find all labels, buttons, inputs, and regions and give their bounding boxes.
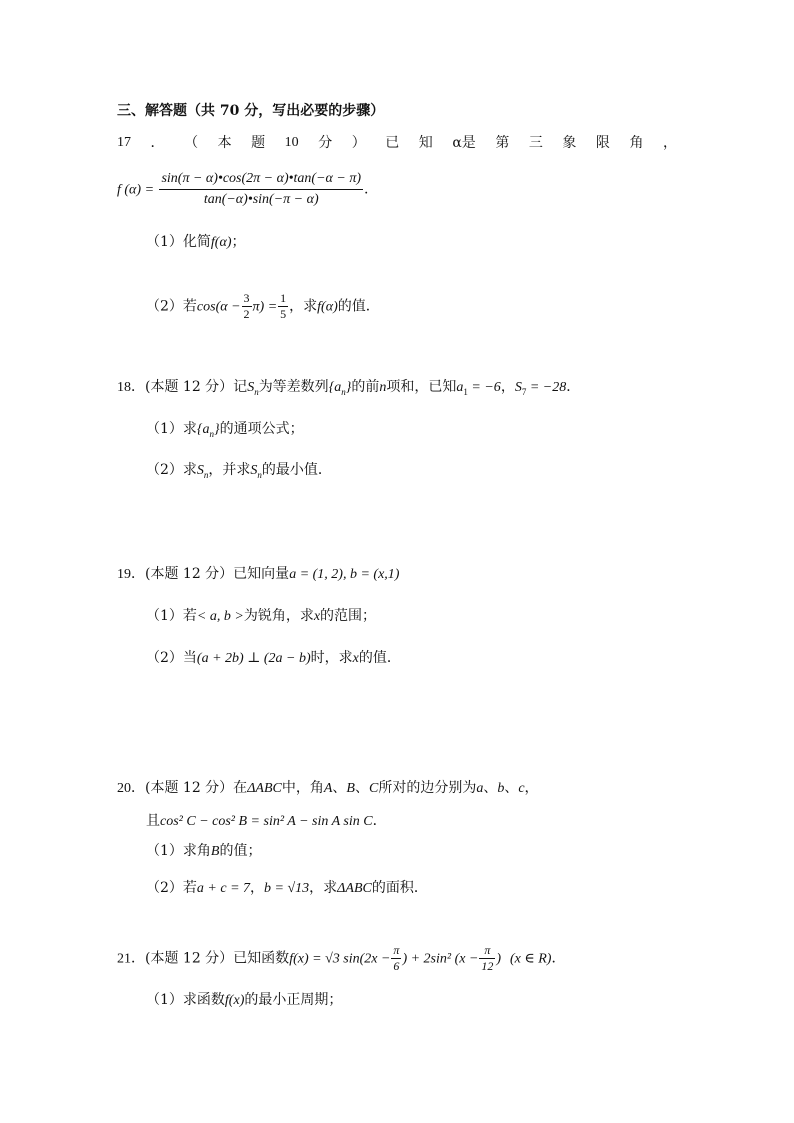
- q21-intro: [117, 944, 565, 973]
- math-sub: n: [341, 386, 346, 397]
- q18-part2: [146, 461, 332, 484]
- math: }: [214, 422, 220, 437]
- q17-intro-char: 分: [318, 135, 333, 151]
- frac-num: 3: [243, 291, 250, 305]
- q17-p2-rhs: [278, 292, 288, 321]
- frac-num: π: [393, 943, 400, 957]
- math-sub: n: [203, 469, 209, 480]
- q17-intro-char: ，: [662, 135, 677, 151]
- frac-den: 12: [481, 959, 494, 973]
- q20-text: 、: [504, 780, 519, 796]
- math: a: [476, 781, 484, 796]
- q20-text: 所对的边分别为: [378, 780, 477, 796]
- math: }: [345, 380, 352, 395]
- q17-lhs: f (α) =: [117, 182, 155, 198]
- math: C: [368, 781, 379, 796]
- q18-text: ．: [566, 379, 581, 395]
- part-label: （1）求角: [146, 843, 211, 859]
- q17-formula: [117, 170, 368, 209]
- part-label: （1）求函数: [146, 992, 225, 1008]
- q19-number: 19．: [117, 567, 145, 582]
- math: f(x) = √3 sin(2x −: [289, 951, 391, 967]
- q18-text: 项和，已知: [386, 379, 457, 395]
- math: n: [379, 380, 387, 395]
- q17-intro-char: 第: [495, 135, 510, 151]
- math: a: [456, 380, 464, 395]
- math: c: [518, 781, 525, 796]
- q17-intro-char: α是: [452, 135, 476, 151]
- q21-number: 21．: [117, 951, 145, 967]
- q19-text: 的值．: [358, 650, 401, 666]
- part-label: （2）若: [146, 298, 197, 315]
- math-sub: n: [257, 469, 262, 480]
- q20-text: 、: [483, 780, 498, 796]
- q21-head: (本题 12 分）已知函数: [145, 950, 290, 967]
- q17-p2-end: 的值．: [337, 298, 380, 315]
- q21-text: 的最小正周期；: [244, 992, 343, 1008]
- frac-num: 1: [280, 291, 287, 305]
- q17-p2-text: ，求: [289, 298, 318, 315]
- q20-intro: [117, 779, 539, 798]
- q21-text: ．: [551, 950, 566, 967]
- math-sub: 1: [463, 386, 468, 397]
- q17-p2-pi: π) =: [252, 299, 278, 315]
- q21-frac2: [479, 944, 495, 973]
- math: S: [247, 380, 255, 395]
- q20-text: 、: [332, 780, 347, 796]
- q17-denominator: tan(−α)•sin(−π − α): [159, 189, 363, 209]
- q18-part1: [146, 420, 304, 443]
- math: = −28: [526, 380, 567, 395]
- math: ΔABC: [247, 781, 282, 796]
- q21-frac1: [391, 944, 401, 973]
- q20-text: 的值；: [219, 843, 262, 859]
- q18-head: (本题 12 分）记: [145, 379, 248, 395]
- math: B: [346, 781, 355, 796]
- q17-intro-char: （: [184, 135, 199, 151]
- q17-intro-char: 象: [562, 135, 577, 151]
- part-label: （1）若: [146, 608, 197, 624]
- q17-p2-expr: f(α): [317, 299, 338, 315]
- q17-intro-char: 三: [528, 135, 543, 151]
- q21-part1: [146, 991, 342, 1010]
- q17-intro-char: 题: [251, 135, 266, 151]
- math: S: [514, 380, 522, 395]
- q18-number: 18．: [117, 380, 145, 395]
- q17-intro-char: ）: [351, 135, 366, 151]
- math: ): [496, 951, 502, 967]
- q19-part2: [146, 649, 401, 668]
- part-label: （1）化简: [146, 234, 211, 250]
- q20-part2: [146, 879, 428, 898]
- q20-text: ，: [250, 880, 265, 896]
- math: A: [323, 781, 333, 796]
- math: ΔABC: [337, 881, 372, 896]
- q17-number: 17: [117, 135, 131, 150]
- part-label: （2）求: [146, 462, 197, 478]
- q19-text: 的范围；: [320, 608, 377, 624]
- q18-text: 的最小值．: [261, 462, 332, 478]
- frac-den: 5: [280, 307, 287, 321]
- q19-text: 时，求: [310, 650, 353, 666]
- math: f(x): [224, 993, 245, 1008]
- q20-head: (本题 12 分）在: [145, 780, 248, 796]
- math: S: [196, 463, 204, 478]
- q17-intro-char: ．: [150, 135, 165, 151]
- math: (x ∈ R): [509, 951, 552, 967]
- q17-p2-cos: cos(α −: [196, 299, 241, 315]
- q20-text: ．: [372, 813, 387, 829]
- q20-text: ，求: [309, 880, 338, 896]
- section-title: 三、解答题（共 70 分，写出必要的步骤）: [117, 103, 385, 119]
- math: {a: [328, 380, 342, 395]
- q20-part1: [146, 842, 261, 861]
- q18-text: ，并求: [208, 462, 251, 478]
- part-label: （2）当: [146, 650, 197, 666]
- math: {a: [196, 422, 210, 437]
- q17-part2: [146, 292, 380, 321]
- q17-fraction: [159, 170, 363, 209]
- q19-part1: [146, 607, 376, 626]
- q19-head: (本题 12 分）已知向量: [145, 566, 290, 582]
- math: = −6: [467, 380, 501, 395]
- q17-intro: [117, 134, 677, 152]
- q17-p1-expr: f(α): [210, 235, 232, 250]
- math-sub: n: [254, 386, 259, 397]
- math: b = √13: [264, 881, 310, 896]
- q20-text: 、: [354, 780, 369, 796]
- q17-intro-char: 限: [595, 135, 610, 151]
- math-sub: 7: [521, 386, 527, 397]
- math: cos² C − cos² B = sin² A − sin A sin C: [160, 814, 373, 829]
- q20-text: 中，角: [281, 780, 324, 796]
- q17-intro-char: 知: [418, 135, 433, 151]
- part-label: （1）求: [146, 421, 197, 437]
- q20-text: ，: [524, 780, 539, 796]
- q20-text: 的面积．: [371, 880, 428, 896]
- q20-number: 20．: [117, 781, 145, 796]
- q17-intro-char: 10: [284, 135, 299, 150]
- q17-numerator: sin(π − α)•cos(2π − α)•tan(−α − π): [161, 171, 362, 186]
- part-label: （2）若: [146, 880, 197, 896]
- q17-intro-char: 角: [629, 135, 644, 151]
- math: x: [352, 651, 359, 666]
- q17-part1: [146, 233, 245, 252]
- math: a = (1, 2), b = (x,1): [289, 567, 400, 582]
- q17-p1-end: ；: [231, 234, 246, 250]
- q18-text: ，: [500, 379, 515, 395]
- q17-p2-frac: [242, 292, 252, 321]
- frac-den: 2: [243, 307, 250, 321]
- math: ) + 2sin² (x −: [402, 951, 479, 967]
- q17-end: .: [364, 181, 369, 198]
- q20-line2: [146, 812, 387, 831]
- math: b: [497, 781, 505, 796]
- q18-intro: [117, 378, 580, 401]
- math: x: [313, 609, 321, 624]
- q19-intro: [117, 565, 399, 584]
- q18-text: 的前: [351, 379, 380, 395]
- q18-text: 的通项公式；: [219, 421, 304, 437]
- math: a + c = 7: [196, 881, 251, 896]
- math: < a, b >: [196, 609, 244, 624]
- frac-num: π: [484, 943, 491, 957]
- math-sub: n: [209, 428, 215, 439]
- math: (a + 2b) ⊥ (2a − b): [196, 651, 311, 666]
- q17-intro-char: 本: [217, 135, 232, 151]
- math: S: [250, 463, 258, 478]
- q17-intro-char: 已: [385, 135, 400, 151]
- q20-text: 且: [146, 813, 160, 829]
- frac-den: 6: [391, 958, 401, 973]
- q19-text: 为锐角，求: [243, 608, 314, 624]
- math: B: [210, 844, 220, 859]
- q18-text: 为等差数列: [258, 379, 329, 395]
